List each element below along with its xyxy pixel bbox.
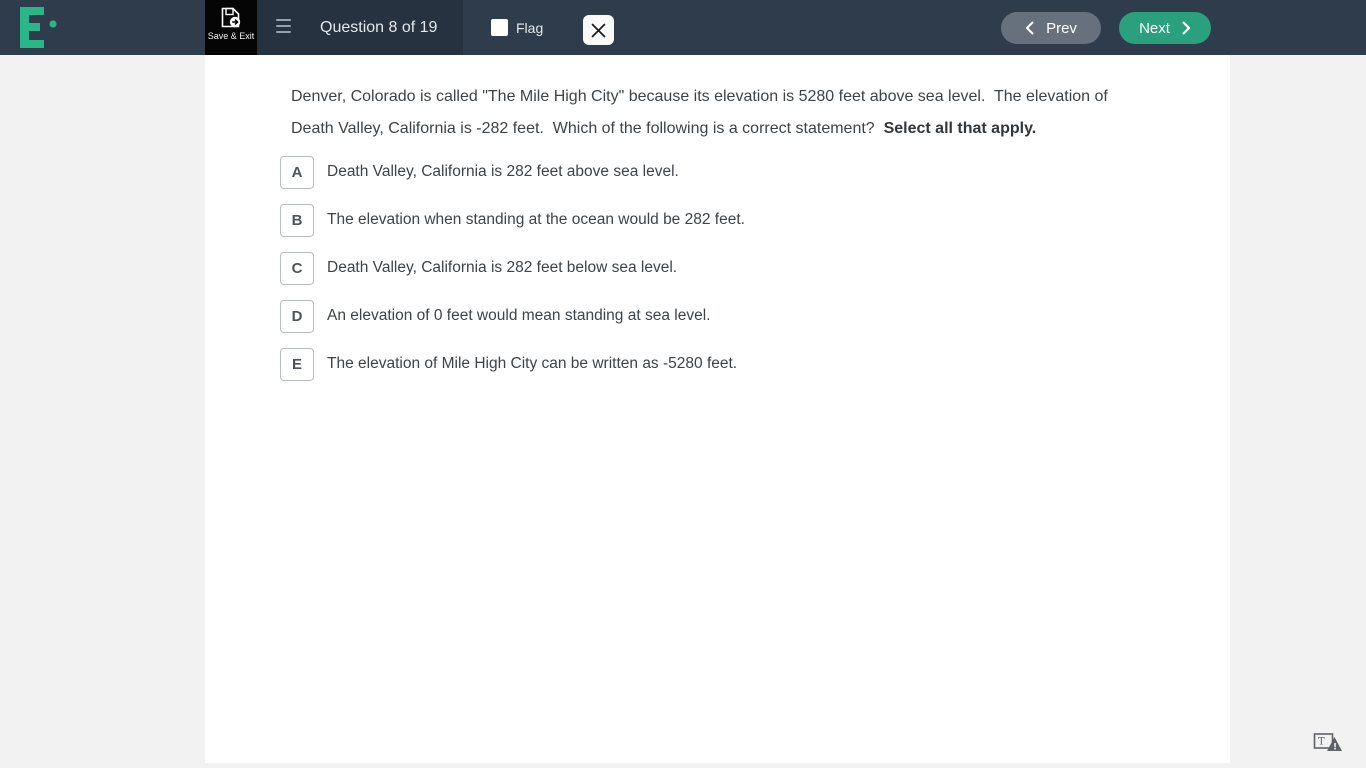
font-warning-button[interactable]: [1313, 730, 1343, 756]
chevron-right-icon: [1182, 21, 1191, 35]
question-text-body: Denver, Colorado is called "The Mile High City" because its elevation is 5280 feet above sea level. The elevation of Death Valley, California is -282 feet. Which of the following is a correct statement?: [291, 88, 1113, 137]
flag-checkbox[interactable]: [491, 19, 508, 36]
answer-option[interactable]: [280, 347, 1160, 381]
option-letter-box[interactable]: D: [280, 300, 314, 333]
svg-text:T: T: [1318, 736, 1325, 748]
question-text-instruction: Select all that apply.: [883, 120, 1037, 137]
next-label: Next: [1139, 19, 1170, 37]
option-text: Death Valley, California is 282 feet above sea level.: [327, 163, 679, 180]
question-panel: [205, 55, 1230, 763]
save-exit-button[interactable]: [205, 0, 257, 57]
top-bar: [0, 0, 1366, 55]
question-nav-section: [205, 0, 463, 55]
prev-button[interactable]: [1001, 12, 1101, 44]
hamburger-icon: [276, 19, 291, 21]
save-exit-icon: [220, 7, 242, 28]
brand-logo[interactable]: [20, 7, 60, 49]
close-icon: [591, 23, 606, 38]
question-list-menu-button[interactable]: [276, 19, 291, 33]
option-text: Death Valley, California is 282 feet below sea level.: [327, 259, 678, 276]
flag-label: Flag: [516, 19, 544, 36]
answer-option[interactable]: [280, 299, 1160, 333]
option-letter-box[interactable]: A: [280, 156, 314, 189]
answer-option[interactable]: [280, 251, 1160, 285]
next-button[interactable]: [1119, 12, 1211, 44]
answer-option[interactable]: [280, 203, 1160, 237]
font-warning-icon: [1313, 730, 1343, 756]
chevron-left-icon: [1025, 21, 1034, 35]
question-counter: Question 8 of 19: [320, 19, 438, 36]
question-text: [291, 81, 1147, 145]
save-exit-label: Save & Exit: [207, 31, 255, 41]
options-list: [280, 155, 1160, 395]
option-text: The elevation when standing at the ocean would be 282 feet.: [327, 211, 745, 228]
svg-text:!: !: [1333, 742, 1338, 753]
option-letter-box[interactable]: B: [280, 204, 314, 237]
logo-e-icon: [20, 7, 60, 49]
option-text: The elevation of Mile High City can be written as -5280 feet.: [327, 355, 738, 372]
flag-control[interactable]: [491, 0, 543, 55]
option-letter-box[interactable]: E: [280, 348, 314, 381]
close-button[interactable]: [583, 15, 614, 45]
answer-option[interactable]: [280, 155, 1160, 189]
option-text: An elevation of 0 feet would mean standing at sea level.: [327, 307, 711, 324]
option-letter-box[interactable]: C: [280, 252, 314, 285]
prev-label: Prev: [1046, 19, 1077, 37]
